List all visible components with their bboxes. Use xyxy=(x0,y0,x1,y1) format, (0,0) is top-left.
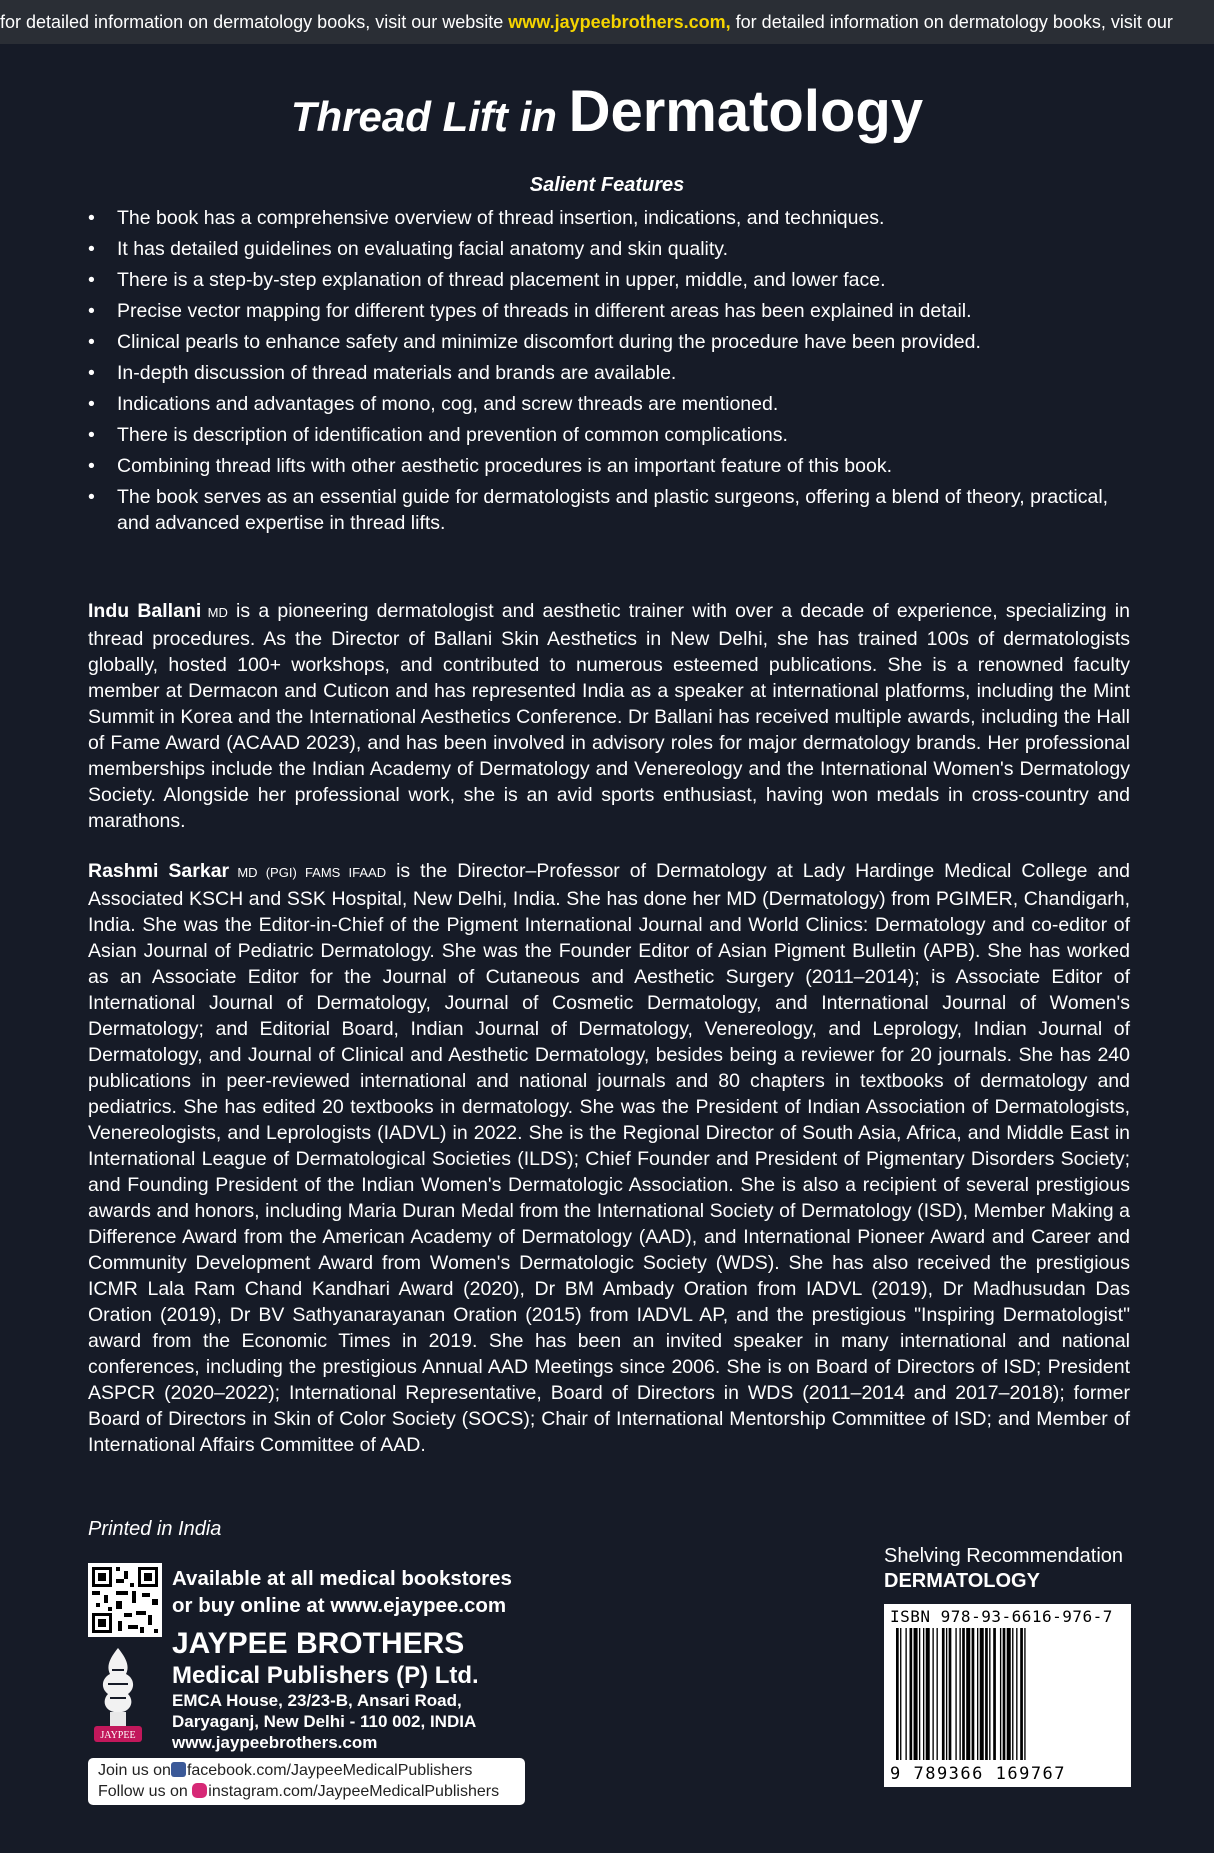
barcode-bar xyxy=(955,1628,956,1760)
barcode-bar xyxy=(962,1628,965,1760)
author1-bio xyxy=(88,598,1130,834)
feature-item: • In-depth discussion of thread materials and brands are available. xyxy=(88,360,1130,386)
feature-item: • There is a step-by-step explanation of thread placement in upper, middle, and lower face. xyxy=(88,267,1130,293)
feature-item: • Combining thread lifts with other aesthetic procedures is an important feature of this book. xyxy=(88,453,1130,479)
availability-line1: Available at all medical bookstores xyxy=(172,1567,512,1590)
printed-in-india: Printed in India xyxy=(88,1518,222,1540)
author1-name: Indu Ballani xyxy=(88,600,202,622)
banner-website-link[interactable]: www.jaypeebrothers.com, xyxy=(508,12,731,32)
availability-line2: or buy online at www.ejaypee.com xyxy=(172,1594,507,1617)
barcode-bar xyxy=(1016,1628,1017,1760)
join-label: Join us on xyxy=(98,1762,171,1779)
barcode-bar xyxy=(949,1628,952,1760)
barcode-bar xyxy=(905,1628,906,1760)
shelving-recommendation xyxy=(884,1544,1123,1594)
social-box xyxy=(88,1758,525,1805)
author1-credentials: MD xyxy=(201,605,228,620)
feature-item: • It has detailed guidelines on evaluating facial anatomy and skin quality. xyxy=(88,236,1130,262)
barcode-bar xyxy=(1007,1628,1011,1760)
banner-text-after: for detailed information on dermatology books, visit our xyxy=(730,12,1173,32)
publisher-block xyxy=(172,1627,479,1753)
barcode-bar xyxy=(1003,1628,1006,1760)
logo-text: JAYPEE xyxy=(100,1730,136,1741)
barcode-bar xyxy=(1024,1628,1025,1760)
availability-text xyxy=(172,1565,512,1619)
barcode-bar xyxy=(942,1628,945,1760)
barcode-bar xyxy=(932,1628,933,1760)
barcode-bar xyxy=(980,1628,984,1760)
barcode-bar xyxy=(959,1628,960,1760)
publisher-logo xyxy=(88,1640,148,1750)
shelving-category: DERMATOLOGY xyxy=(884,1570,1040,1592)
feature-item: • Clinical pearls to enhance safety and minimize discomfort during the procedure have been provided. xyxy=(88,329,1130,355)
follow-label: Follow us on xyxy=(98,1783,188,1800)
salient-features-list xyxy=(88,205,1130,541)
author2-credentials: MD (PGI) FAMS IFAAD xyxy=(229,865,387,880)
facebook-link[interactable]: facebook.com/JaypeeMedicalPublishers xyxy=(186,1762,473,1779)
feature-item: • Indications and advantages of mono, cog, and screw threads are mentioned. xyxy=(88,391,1130,417)
barcode-bar xyxy=(926,1628,930,1760)
feature-item: • Precise vector mapping for different types of threads in different areas has been explained in detail. xyxy=(88,298,1130,324)
feature-item: • There is description of identification and prevention of common complications. xyxy=(88,422,1130,448)
author2-bio xyxy=(88,858,1130,1458)
qr-code xyxy=(88,1563,162,1637)
barcode-bar xyxy=(1020,1628,1023,1760)
barcode-bar xyxy=(977,1628,978,1760)
book-title xyxy=(0,78,1214,145)
barcode-bar xyxy=(946,1628,947,1760)
banner-text-before: for detailed information on dermatology books, visit our website xyxy=(0,12,509,32)
barcode-bar xyxy=(896,1628,899,1760)
feature-item: • The book serves as an essential guide for dermatologists and plastic surgeons, offering a blend of theory, practical, and advanced expertise in thread lifts. xyxy=(88,484,1130,536)
barcode-bar xyxy=(910,1628,913,1760)
barcode-bars xyxy=(892,1628,1123,1762)
shelving-label: Shelving Recommendation xyxy=(884,1545,1124,1567)
barcode-bar xyxy=(919,1628,920,1760)
isbn-text: ISBN 978-93-6616-976-7 xyxy=(890,1607,1113,1626)
barcode xyxy=(884,1604,1131,1787)
author2-bio-text: is the Director–Professor of Dermatology at Lady Hardinge Medical College and Associated KSCH and SSK Hospital, New Delhi, India. She has done her MD (Dermatology) from PGIMER, Chandigarh, India. She was the Editor-in-Chief of the Pigment International Journal and World Clinics: Dermatology and co-editor of Asian Journal of Pediatric Dermatology. She was the Founder Editor of Asian Pigment Bulletin (APB). She has worked as an Associate Editor for the Journal of Cutaneous and Aesthetic Surgery (2011–2014); is Associate Editor of International Journal of Dermatology, Journal of Cosmetic Dermatology, and International Journal of Women's Dermatology; and Editorial Board, Indian Journal of Dermatology, Venereology, and Leprology, Indian Journal of Dermatology, and Journal of Clinical and Aesthetic Dermatology, besides being a reviewer for 20 journals. She has 240 publications in peer-reviewed international and national journals and 80 chapters in textbooks of dermatology and pediatrics. She has edited 20 textbooks in dermatology. She was the President of Indian Association of Dermatologists, Venereologists, and Leprologists (IADVL) in 2022. She is the Regional Director of South Asia, Africa, and Middle East in International League of Dermatological Societies (ILDS); Chief Founder and President of Pigmentary Disorders Society; and Founding President of the Indian Women's Dermatologic Association. She is also a recipient of several prestigious awards and honors, including Maria Duran Medal from the International Society of Dermatology (ISD), Member Making a Difference Award from the American Academy of Dermatology (AAD), and International Pioneer Award and Career and Community Development Award from Women's Dermatologic Society (WDS). She has also received the prestigious ICMR Lala Ram Chand Kandhari Award (2020), Dr BM Ambady Oration from IADVL (2019), Dr Madhusudan Das Oration (2019), Dr BV Sathyanarayanan Oration (2015) from IADVL AP, and the prestigious "Inspiring Dermatologist" award from the Economic Times in 2019. She has been an invited speaker in many international and national conferences, including the prestigious Annual AAD Meetings since 2006. She is on Board of Directors of ISD; President ASPCR (2020–2022); International Representative, Board of Directors in WDS (2011–2014 and 2017–2018); former Board of Directors in Skin of Color Society (SOCS); Chair of International Mentorship Committee of ISD; and Member of International Affairs Committee of AAD. xyxy=(88,860,1131,1456)
barcode-bar xyxy=(937,1628,938,1760)
barcode-bar xyxy=(972,1628,975,1760)
publisher-address1: EMCA House, 23/23-B, Ansari Road, xyxy=(172,1691,462,1710)
barcode-bar xyxy=(993,1628,996,1760)
instagram-row xyxy=(98,1781,515,1802)
book-title-part2: Dermatology xyxy=(568,79,924,144)
barcode-bar xyxy=(1000,1628,1001,1760)
salient-features-heading: Salient Features xyxy=(529,174,685,196)
publisher-website-link[interactable]: www.jaypeebrothers.com xyxy=(172,1733,378,1752)
publisher-name: JAYPEE BROTHERS xyxy=(172,1627,465,1660)
barcode-bar xyxy=(1012,1628,1013,1760)
publisher-address2: Daryaganj, New Delhi - 110 002, INDIA xyxy=(172,1712,477,1731)
instagram-icon xyxy=(192,1783,207,1798)
book-title-part1: Thread Lift in xyxy=(290,93,569,140)
barcode-bar xyxy=(966,1628,970,1760)
barcode-bar xyxy=(900,1628,901,1760)
barcode-bar xyxy=(985,1628,988,1760)
facebook-row xyxy=(98,1760,515,1781)
feature-item: • The book has a comprehensive overview of thread insertion, indications, and techniques. xyxy=(88,205,1130,231)
barcode-bar xyxy=(923,1628,924,1760)
barcode-bar xyxy=(914,1628,918,1760)
barcode-bar xyxy=(989,1628,990,1760)
barcode-number: 9 789366 169767 xyxy=(890,1764,1067,1784)
top-banner xyxy=(0,0,1214,44)
author2-name: Rashmi Sarkar xyxy=(88,860,230,882)
instagram-link[interactable]: instagram.com/JaypeeMedicalPublishers xyxy=(208,1783,500,1800)
publisher-subname: Medical Publishers (P) Ltd. xyxy=(172,1662,479,1689)
facebook-icon xyxy=(171,1762,186,1777)
author1-bio-text: is a pioneering dermatologist and aesthetic trainer with over a decade of experience, specializing in thread procedures. As the Director of Ballani Skin Aesthetics in New Delhi, she has trained 100s of dermatologists globally, hosted 100+ workshops, and contributed to numerous esteemed publications. She is a renowned faculty member at Dermacon and Cuticon and has represented India as a speaker at international platforms, including the Mint Summit in Korea and the International Aesthetics Conference. Dr Ballani has received multiple awards, including the Hall of Fame Award (ACAAD 2023), and has been involved in advisory roles for major dermatology brands. Her professional memberships include the Indian Academy of Dermatology and Venereology and the International Women's Dermatology Society. Alongside her professional work, she is an avid sports enthusiast, having won medals in cross-country and marathons. xyxy=(88,600,1130,832)
